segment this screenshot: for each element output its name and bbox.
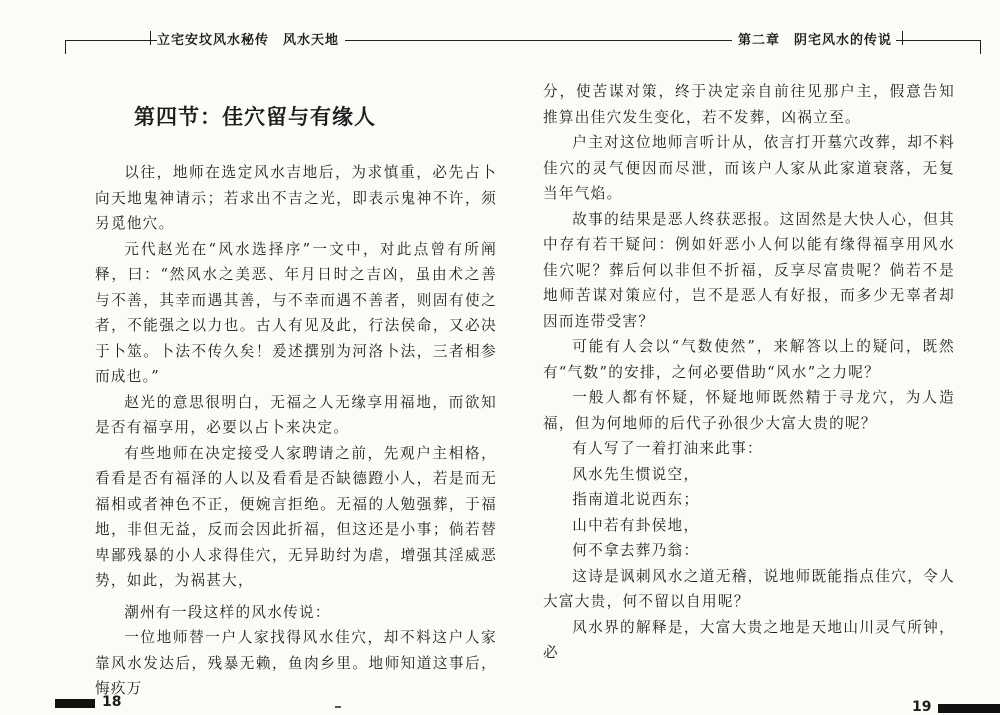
paragraph: 一位地师替一户人家找得风水佳穴，却不料这户人家靠风水发达后，残暴无赖，鱼肉乡里。地师知道这事后，悔疚万 bbox=[95, 629, 497, 697]
header-tick-right bbox=[980, 40, 981, 54]
paragraph: 可能有人会以“气数使然”，来解答以上的疑问，既然有“气数”的安排，之何必要借助“风水”之力呢？ bbox=[543, 338, 955, 381]
paragraph: 元代赵光在“风水选择序”一文中，对此点曾有所阐释，曰：“然风水之美恶、年月日时之吉凶，虽由术之善与不善，其幸而遇其善，与不幸而遇不善者，则固有使之者，不能强之以力也。古人有见及此，行法侯命，又必决于卜筮。卜法不传久矣！爰述撰别为河洛卜法，三者相参而成也。” bbox=[95, 240, 497, 385]
header-tick-left bbox=[65, 40, 66, 54]
footer-bar-right bbox=[938, 704, 1000, 713]
paragraph: 一般人都有怀疑，怀疑地师既然精于寻龙穴，为人造福，但为何地师的后代子孙很少大富大贵的呢？ bbox=[543, 389, 955, 432]
paragraph: 有些地师在决定接受人家聘请之前，先观户主相格，看看是否有福泽的人以及看看是否缺德蹬小人，若是而无福相或者神色不正，便婉言拒绝。无福的人勉强葬，于福地，非但无益，反而会因此折福，但这还是小事；倘若替卑鄙残暴的小人求得佳穴，无异助纣为虐，增强其淫威恶势，如此，为祸甚大， bbox=[95, 444, 497, 589]
paragraph: 故事的结果是恶人终获恶报。这固然是大快人心，但其中存有若干疑问：例如奸恶小人何以能有缘得福享用风水佳穴呢？葬后何以非但不折福，反享尽富贵呢？倘若不是地师苦谋对策应付，岂不是恶人有好报，而多少无辜者却因而连带受害？ bbox=[543, 210, 955, 330]
paragraph: 潮州有一段这样的风水传说： bbox=[124, 603, 331, 621]
page-number-right: 19 bbox=[912, 699, 932, 715]
running-header-left: 立宅安坟风水秘传 风水天地 bbox=[157, 29, 345, 48]
paragraph: 有人写了一着打油来此事： bbox=[572, 440, 763, 457]
footer-bar-left bbox=[55, 699, 95, 708]
poem-line: 山中若有卦侯地， bbox=[572, 516, 700, 534]
right-body-text bbox=[543, 79, 955, 666]
header-tick-left-title bbox=[150, 31, 151, 45]
right-page bbox=[510, 0, 1000, 715]
paragraph: 赵光的意思很明白，无福之人无缘享用福地，而欲知是否有福享用，必要以占卜来决定。 bbox=[95, 393, 497, 436]
poem-line: 指南道北说西东； bbox=[572, 491, 700, 508]
section-title: 第四节：佳穴留与有缘人 bbox=[134, 105, 376, 129]
paragraph: 这诗是讽刺风水之道无稽，说地师既能指点佳穴，令人大富大贵，何不留以自用呢？ bbox=[543, 567, 955, 610]
page-number-left: 18 bbox=[102, 694, 122, 710]
gutter-mark bbox=[335, 706, 341, 708]
poem-line: 何不拿去葬乃翁： bbox=[572, 542, 700, 559]
paragraph: 以往，地师在选定风水吉地后，为求慎重，必先占卜向天地鬼神请示；若求出不吉之光，即表示鬼神不许，须另觅他穴。 bbox=[95, 164, 497, 232]
running-header-right: 第二章 阴宅风水的传说 bbox=[732, 29, 896, 48]
paragraph: 风水界的解释是，大富大贵之地是天地山川灵气所钟，必 bbox=[543, 618, 955, 661]
left-body-text bbox=[95, 160, 497, 702]
poem-line: 风水先生惯说空， bbox=[572, 465, 700, 483]
paragraph: 户主对这位地师言听计从，依言打开墓穴改葬，却不料佳穴的灵气便因而尽泄，而该户人家从此家道衰落，无复当年气焰。 bbox=[543, 134, 955, 202]
header-tick-right-title bbox=[902, 31, 903, 45]
paragraph: 分，使苦谋对策，终于决定亲自前往见那户主，假意告知推算出佳穴发生变化，若不发葬，凶祸立至。 bbox=[543, 83, 955, 126]
